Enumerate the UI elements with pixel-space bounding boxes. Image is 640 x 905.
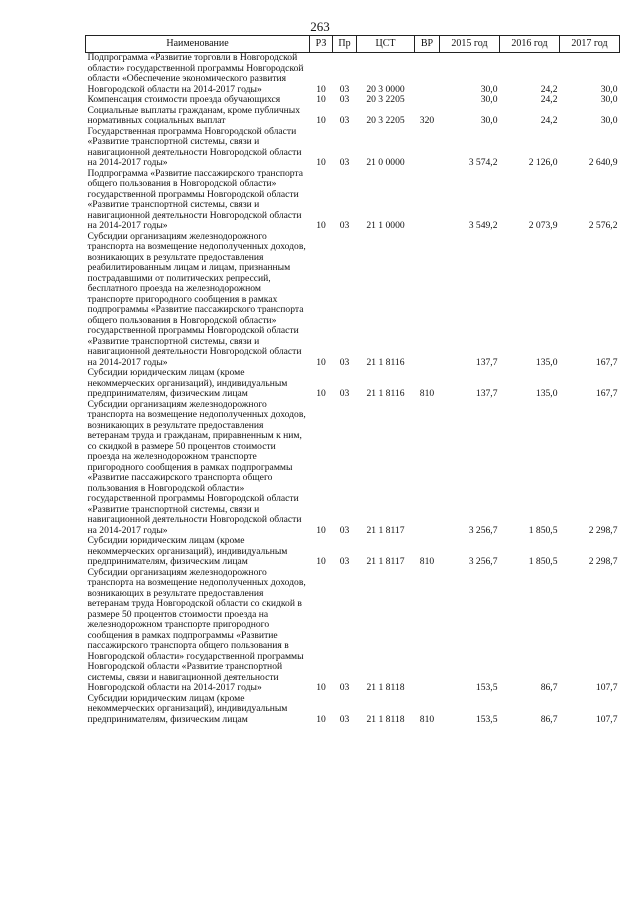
- row-vr: 810: [419, 713, 435, 725]
- row-vr: [415, 169, 440, 232]
- row-rz: 10: [316, 388, 326, 399]
- table-row: [86, 232, 620, 369]
- table-row: [86, 400, 620, 537]
- row-name: Компенсация стоимости проезда обучающихся: [87, 94, 281, 105]
- row-cst: 21 1 8118: [366, 682, 405, 693]
- row-rz: 10: [316, 83, 326, 95]
- row-pr: 03: [339, 157, 350, 168]
- row-vr: 810: [419, 388, 435, 399]
- row-2016: 135,0: [535, 388, 558, 399]
- row-2015: 30,0: [480, 115, 498, 126]
- table-row: [86, 694, 620, 726]
- row-2016: 135,0: [535, 356, 558, 368]
- row-vr: [415, 568, 440, 694]
- row-vr: [415, 95, 440, 106]
- table-header-row: [86, 36, 620, 53]
- row-2016: 2 073,9: [528, 220, 558, 231]
- row-2016: 86,7: [540, 713, 558, 725]
- row-cst: 21 1 8116: [366, 356, 405, 368]
- table-row: [86, 106, 620, 127]
- table-row: [86, 127, 620, 169]
- row-name: Подпрограмма «Развитие торговли в Новгородской области» государственной программы Новгородской области «Обеспечение экономического развития Новгородской области на 2014-2017 годы»: [87, 52, 304, 95]
- row-name: Субсидии юридическим лицам (кроме некоммерческих организаций), индивидуальным предпринимателям, физическим лицам: [87, 367, 288, 399]
- row-vr: [415, 127, 440, 169]
- row-rz: 10: [316, 356, 326, 368]
- header-2016: 2016 год: [500, 36, 560, 53]
- row-2017: 2 298,7: [588, 556, 618, 567]
- row-2015: 153,5: [475, 682, 498, 693]
- row-2015: 3 256,7: [468, 556, 498, 567]
- row-pr: 03: [339, 524, 350, 536]
- header-rz: РЗ: [310, 36, 333, 53]
- row-2015: 137,7: [475, 388, 498, 399]
- row-cst: 21 0 0000: [366, 157, 405, 168]
- row-cst: 21 1 8118: [366, 713, 405, 725]
- row-cst: 20 3 2205: [366, 94, 405, 105]
- table-row: [86, 53, 620, 96]
- row-vr: [415, 232, 440, 369]
- row-rz: 10: [316, 157, 326, 168]
- budget-table: [85, 35, 620, 725]
- row-pr: 03: [339, 115, 350, 126]
- row-vr: 810: [419, 556, 435, 567]
- row-vr: [415, 400, 440, 537]
- row-name: Субсидии юридическим лицам (кроме некоммерческих организаций), индивидуальным предпринимателям, физическим лицам: [87, 535, 288, 567]
- row-2017: 2 640,9: [588, 157, 618, 168]
- table-row: [86, 95, 620, 106]
- header-name: Наименование: [86, 36, 310, 53]
- row-rz: 10: [316, 524, 326, 536]
- row-rz: 10: [316, 220, 326, 231]
- row-2015: 137,7: [475, 356, 498, 368]
- row-cst: 20 3 2205: [366, 115, 405, 126]
- row-2017: 107,7: [595, 682, 618, 693]
- row-pr: 03: [339, 388, 350, 399]
- row-2017: 167,7: [595, 388, 618, 399]
- table-row: [86, 536, 620, 568]
- row-2017: 107,7: [595, 713, 618, 725]
- row-pr: 03: [339, 713, 350, 725]
- row-cst: 21 1 0000: [366, 220, 405, 231]
- row-name: Социальные выплаты гражданам, кроме публичных нормативных социальных выплат: [87, 104, 301, 126]
- row-2016: 24,2: [540, 94, 558, 105]
- row-rz: 10: [316, 713, 326, 725]
- table-row: [86, 368, 620, 400]
- row-2015: 3 549,2: [468, 220, 498, 231]
- row-2015: 153,5: [475, 713, 498, 725]
- row-2017: 167,7: [595, 356, 618, 368]
- row-2015: 3 574,2: [468, 157, 498, 168]
- row-2017: 30,0: [600, 94, 618, 105]
- row-cst: 20 3 0000: [366, 83, 405, 95]
- row-2016: 24,2: [540, 83, 558, 95]
- row-rz: 10: [316, 94, 326, 105]
- row-2017: 30,0: [600, 115, 618, 126]
- row-2015: 30,0: [480, 83, 498, 95]
- row-cst: 21 1 8117: [366, 556, 405, 567]
- row-2015: 30,0: [480, 94, 498, 105]
- row-2016: 24,2: [540, 115, 558, 126]
- row-pr: 03: [339, 682, 350, 693]
- row-pr: 03: [339, 83, 350, 95]
- header-cst: ЦСТ: [357, 36, 415, 53]
- row-name: Субсидии организациям железнодорожного транспорта на возмещение недополученных доходов, возникающих в результате предоставления ветеранам труда Новгородской области со скидкой в размере 50 процентов стоимости проезда на железнодорожном транспорте пригородного сообщения в рамках подпрограммы «Развитие пассажирского транспорта общего пользования в Новгородской области» государственной программы Новгородской области «Развитие транспортной системы, связи и навигационной деятельности Новгородской области на 2014-2017 годы»: [87, 566, 306, 693]
- row-name: Субсидии организациям железнодорожного транспорта на возмещение недополученных доходов, возникающих в результате предоставления реабилитированным лицам и лицам, признанным пострадавшими от политических репрессий, бесплатного проезда на железнодорожном транспорте пригородного сообщения в рамках подпрограммы «Развитие пассажирского транспорта общего пользования в Новгородской области» государственной программы Новгородской области «Развитие транспортной системы, связи и навигационной деятельности Новгородской области на 2014-2017 годы»: [87, 230, 306, 368]
- header-2017: 2017 год: [560, 36, 620, 53]
- row-2017: 2 298,7: [588, 524, 618, 536]
- header-2015: 2015 год: [440, 36, 500, 53]
- header-pr: Пр: [333, 36, 357, 53]
- row-name: Подпрограмма «Развитие пассажирского транспорта общего пользования в Новгородской области» государственной программы Новгородской области «Развитие транспортной системы, связи и навигационной деятельности Новгородской области на 2014-2017 годы»: [87, 167, 303, 231]
- row-2017: 30,0: [600, 83, 618, 95]
- row-pr: 03: [339, 356, 350, 368]
- row-vr: 320: [419, 115, 435, 126]
- row-name: Субсидии юридическим лицам (кроме некоммерческих организаций), индивидуальным предпринимателям, физическим лицам: [87, 692, 288, 725]
- row-cst: 21 1 8116: [366, 388, 405, 399]
- row-2016: 1 850,5: [528, 524, 558, 536]
- row-2015: 3 256,7: [468, 524, 498, 536]
- row-vr: [415, 53, 440, 96]
- row-name: Государственная программа Новгородской области «Развитие транспортной системы, связи и навигационной деятельности Новгородской области на 2014-2017 годы»: [87, 125, 302, 168]
- row-rz: 10: [316, 115, 326, 126]
- row-name: Субсидии организациям железнодорожного транспорта на возмещение недополученных доходов, возникающих в результате предоставления ветеранам труда и гражданам, приравненным к ним, со скидкой в размере 50 процентов стоимости проезда на железнодорожном транспорте пригородного сообщения в рамках подпрограммы «Развитие пассажирского транспорта общего пользования в Новгородской области» государственной программы Новгородской области «Развитие транспортной системы, связи и навигационной деятельности Новгородской области на 2014-2017 годы»: [87, 398, 306, 536]
- row-cst: 21 1 8117: [366, 524, 405, 536]
- row-pr: 03: [339, 556, 350, 567]
- row-2016: 1 850,5: [528, 556, 558, 567]
- row-2016: 86,7: [540, 682, 558, 693]
- table-row: [86, 169, 620, 232]
- row-pr: 03: [339, 220, 350, 231]
- row-2017: 2 576,2: [588, 220, 618, 231]
- row-pr: 03: [339, 94, 350, 105]
- row-rz: 10: [316, 556, 326, 567]
- row-rz: 10: [316, 682, 326, 693]
- table-row: [86, 568, 620, 694]
- page-number: 263: [310, 19, 330, 34]
- header-vr: ВР: [415, 36, 440, 53]
- row-2016: 2 126,0: [528, 157, 558, 168]
